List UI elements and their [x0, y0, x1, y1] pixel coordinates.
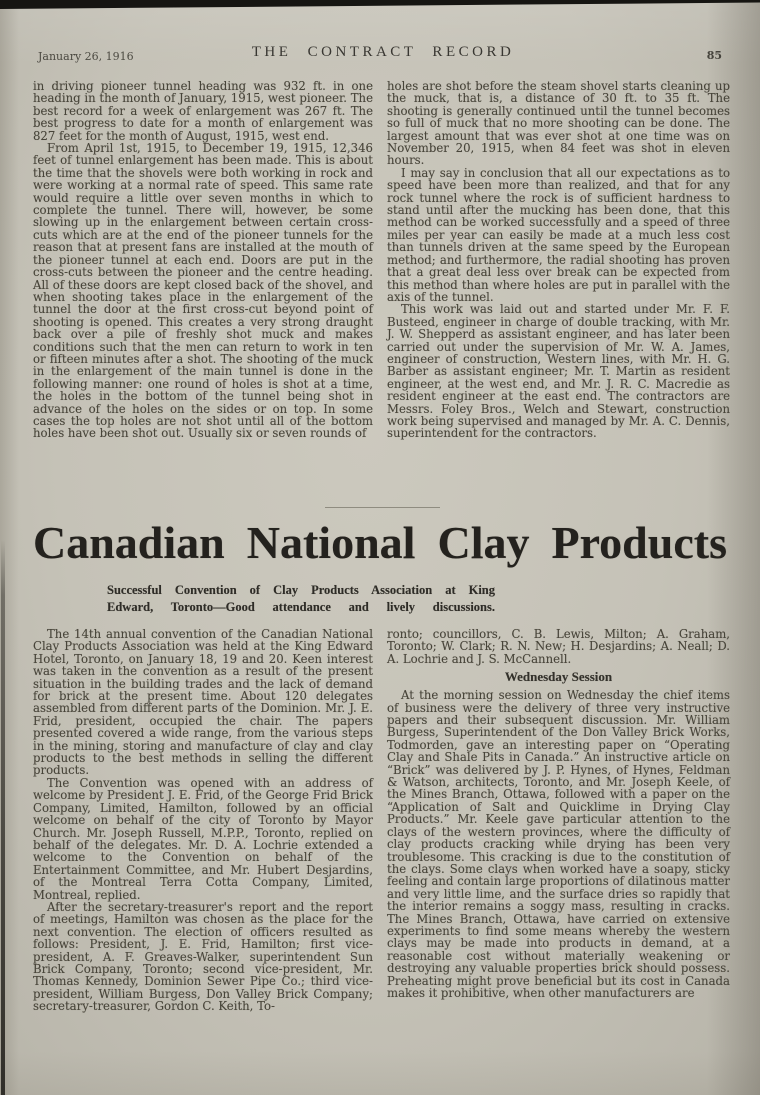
scan-edge-left — [1, 540, 5, 1095]
headline-word: Canadian — [33, 517, 225, 568]
clay-article-right-column — [387, 628, 730, 999]
article-headline — [33, 516, 727, 569]
clay-paragraph: At the morning session on Wednesday the chief items of business were the delivery of three very instructive papers and their subsequent discussion. Mr. William Burgess, Superintendent of the Don Valley Brick Works, Todmorden, gave an interesting paper on “Operating Clay and Shale Pits in Canada.” An instructive article on “Brick” was delivered by J. P. Hynes, of Hynes, Feldman & Watson, architects, Toronto, and Mr. Joseph Keele, of the Mines Branch, Ottawa, followed with a paper on the “Application of Salt and Quicklime in Drying Clay Products.” Mr. Keele gave particular attention to the clays of the western provinces, where the difficulty of clay products cracking while drying has been very troublesome. This cracking is due to the constitution of the clays. Some clays when worked have a soapy, sticky feeling and contain large proportions of dilatinous matter and very little lime, and the surface dries so rapidly that the interior remains a soggy mass, resulting in cracks. The Mines Branch, Ottawa, have carried on extensive experiments to find some means whereby the western clays may be made into products in demand, at a reasonable cost without materially weakening or destroying any valuable properties brick should possess. Preheating might prove beneficial but its cost in Canada makes it prohibitive, when other manufacturers are — [387, 688, 730, 1000]
masthead-title: THE CONTRACT RECORD — [251, 44, 515, 60]
headline-word: Products — [551, 517, 727, 568]
page-number: 85 — [706, 49, 722, 62]
clay-article-left-column — [33, 628, 373, 1013]
tunnel-paragraph: in driving pioneer tunnel heading was 932 ft. in one heading in the month of January, 1915, west pioneer. The best record for a week of enlargement was 267 ft. The best progress to date for a month of enlargement was 827 feet for the month of August, 1915, west end. — [33, 79, 373, 143]
clay-paragraph: After the secretary-treasurer's report and the report of meetings, Hamilton was chosen as the place for the next convention. The election of officers resulted as follows: President, J. E. Frid, Hamilton; first vice-president, A. F. Greaves-Walker, superintendent Sun Brick Company, Toronto; second vice-president, Mr. Thomas Kennedy, Dominion Sewer Pipe Co.; third vice-president, William Burgess, Don Valley Brick Company; secretary-treasurer, Gordon C. Keith, To- — [33, 899, 373, 1014]
clay-paragraph: The Convention was opened with an address of welcome by President J. E. Frid, of the George Frid Brick Company, Limited, Hamilton, followed by an official welcome on behalf of the city of Toronto by Mayor Church. Mr. Joseph Russell, M.P.P., Toronto, replied on behalf of the delegates. Mr. D. A. Lochrie extended a welcome to the Convention on behalf of the Entertainment Committee, and Mr. Hubert Desjardins, of the Montreal Terra Cotta Company, Limited, Montreal, replied. — [33, 775, 373, 902]
tunnel-paragraph: I may say in conclusion that all our expectations as to speed have been more than realized, and that for any rock tunnel where the rock is of sufficient hardness to stand until after the mucking has been done, that this method can be worked successfully and a speed of three miles per year can easily be made at a much less cost than tunnels driven at the same speed by the European method; and furthermore, the radial shooting has proven that a great deal less over break can be expected from this method than where holes are put in parallel with the axis of the tunnel. — [387, 165, 730, 304]
page-header — [36, 44, 730, 64]
issue-date: January 26, 1916 — [38, 50, 134, 63]
subtitle-line: Edward, Toronto—Good attendance and lively discussions. — [107, 600, 495, 614]
tunnel-article-right-column — [387, 80, 730, 440]
subtitle-line: Successful Convention of Clay Products Association at King — [107, 583, 495, 597]
clay-paragraph: ronto; councillors, C. B. Lewis, Milton; A. Graham, Toronto; W. Clark; R. N. New; H. Desjardins; A. Neall; D. A. Lochrie and J. S. McCannell. — [387, 627, 730, 666]
scan-edge-top — [0, 0, 760, 9]
tunnel-article-left-column — [33, 80, 373, 440]
headline-word: National — [246, 517, 416, 568]
tunnel-paragraph: holes are shot before the steam shovel starts cleaning up the muck, that is, a distance of 30 ft. to 35 ft. The shooting is generally continued until the tunnel becomes so full of muck that no more shooting can be done. The largest amount that was ever shot at one time was on November 20, 1915, when 84 feet was shot in eleven hours. — [387, 79, 730, 168]
headline-word: Clay — [437, 517, 530, 568]
article-subtitle — [107, 582, 495, 616]
section-divider-rule — [325, 507, 440, 508]
tunnel-paragraph: From April 1st, 1915, to December 19, 1915, 12,346 feet of tunnel enlargement has been made. This is about the time that the shovels were both working in rock and were working at a normal rate of speed. This same rate would require a little over seven months in which to complete the tunnel. There will, however, be some slowing up in the enlargement between certain cross-cuts which are at the end of the pioneer tunnels for the reason that at present fans are installed at the mouth of the pioneer tunnel at each end. Doors are put in the cross-cuts between the pioneer and the centre heading. All of these doors are kept closed back of the shovel, and when shooting takes place in the enlargement of the tunnel the door at the first cross-cut beyond point of shooting is opened. This creates a very strong draught back over a pile of freshly shot muck and makes conditions such that the men can return to work in ten or fifteen minutes after a shot. The shooting of the muck in the enlargement of the main tunnel is done in the following manner: one round of holes is shot at a time, the holes in the bottom of the tunnel being shot in advance of the holes on the sides or on top. In some cases the top holes are not shot until all of the bottom holes have been shot out. Usually six or seven rounds of — [33, 141, 373, 441]
tunnel-paragraph: This work was laid out and started under Mr. F. F. Busteed, engineer in charge of double tracking, with Mr. J. W. Shepperd as assistant engineer, and has later been carried out under the supervision of Mr. W. A. James, engineer of construction, Western lines, with Mr. H. G. Barber as assistant engineer; Mr. T. Martin as resident engineer, at the west end, and Mr. J. R. C. Macredie as resident engineer at the east end. The contractors are Messrs. Foley Bros., Welch and Stewart, construction work being supervised and managed by Mr. A. C. Dennis, superintendent for the contractors. — [387, 302, 730, 441]
session-heading: Wednesday Session — [504, 669, 613, 685]
clay-paragraph: The 14th annual convention of the Canadian National Clay Products Association was held at the King Edward Hotel, Toronto, on January 18, 19 and 20. Keen interest was taken in the convention as a result of the present situation in the building trades and the lack of demand for brick at the present time. About 120 delegates assembled from different parts of the Dominion. Mr. J. E. Frid, president, occupied the chair. The papers presented covered a wide range, from the various steps in the mining, storing and manufacture of clay and clay products to the best methods in selling the different products. — [33, 627, 373, 778]
